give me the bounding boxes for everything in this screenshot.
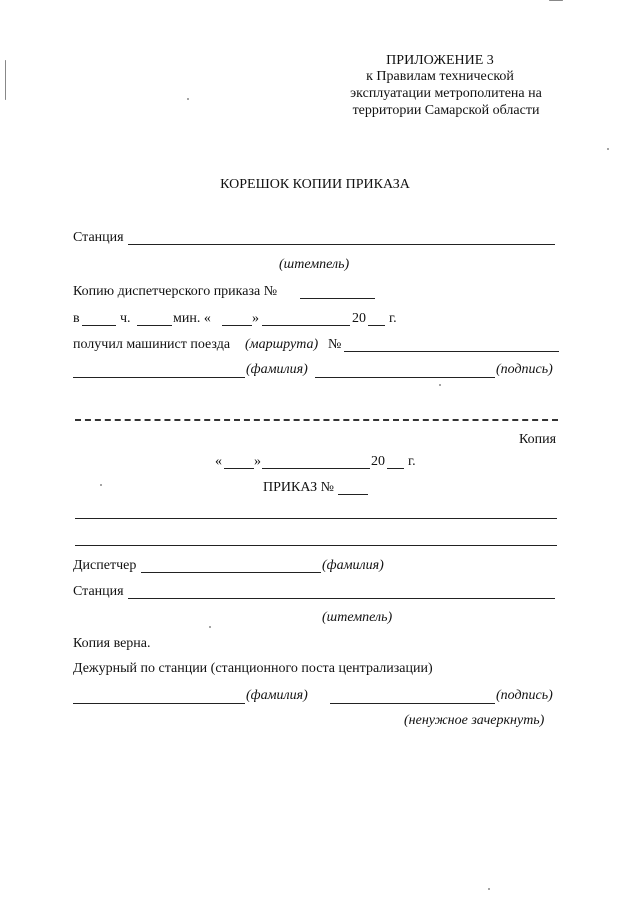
scan-speck — [187, 98, 189, 100]
order-text-line-2[interactable] — [75, 545, 557, 546]
copy-year-field[interactable] — [387, 468, 404, 469]
hour-field[interactable] — [82, 325, 116, 326]
year-suffix: г. — [389, 311, 397, 326]
cut-line — [75, 419, 558, 421]
duty-signature-note: (подпись) — [496, 688, 553, 703]
order-label: ПРИКАЗ № — [263, 480, 334, 495]
order-text-line-1[interactable] — [75, 518, 557, 519]
document-title: КОРЕШОК КОПИИ ПРИКАЗА — [220, 177, 410, 192]
dispatcher-surname-field[interactable] — [141, 572, 321, 573]
driver-signature-field[interactable] — [315, 377, 495, 378]
station-label: Станция — [73, 230, 124, 245]
copy-month-field[interactable] — [262, 468, 370, 469]
copy-stamp-note: (штемпель) — [322, 610, 393, 625]
number-sign: № — [328, 337, 342, 352]
copy-label: Копия — [519, 432, 557, 447]
scan-speck — [439, 384, 441, 386]
minute-field[interactable] — [137, 325, 172, 326]
appendix-line-3: территории Самарской области — [352, 103, 540, 118]
duty-officer-label: Дежурный по станции (станционного поста централизации) — [73, 661, 433, 676]
copy-station-field[interactable] — [128, 598, 555, 599]
copy-station-label: Станция — [73, 584, 124, 599]
appendix-line-1: к Правилам технической — [366, 69, 514, 84]
route-note: (маршрута) — [245, 337, 319, 352]
duty-surname-field[interactable] — [73, 703, 245, 704]
year-field[interactable] — [368, 325, 385, 326]
year-prefix: 20 — [352, 311, 366, 326]
stamp-note: (штемпель) — [279, 257, 350, 272]
scan-edge-mark — [549, 0, 563, 1]
driver-surname-field[interactable] — [73, 377, 245, 378]
quote-close: » — [252, 311, 259, 326]
scan-speck — [100, 484, 102, 486]
duty-surname-note: (фамилия) — [246, 688, 308, 703]
hour-label: ч. — [120, 311, 131, 326]
date-open: « — [215, 454, 222, 469]
dispatcher-label: Диспетчер — [73, 558, 137, 573]
scan-speck — [488, 888, 490, 890]
strike-note: (ненужное зачеркнуть) — [404, 713, 545, 728]
day-field[interactable] — [222, 325, 252, 326]
scan-speck — [607, 148, 609, 150]
dispatcher-surname-note: (фамилия) — [322, 558, 384, 573]
copy-year-prefix: 20 — [371, 454, 385, 469]
scan-edge-mark — [5, 60, 6, 100]
surname-note: (фамилия) — [246, 362, 308, 377]
copy-day-field[interactable] — [224, 468, 254, 469]
minute-label: мин. « — [173, 311, 211, 326]
copy-order-number-field[interactable] — [338, 494, 368, 495]
signature-note: (подпись) — [496, 362, 553, 377]
appendix-line-2: эксплуатации метрополитена на — [350, 86, 542, 101]
date-close: » — [254, 454, 261, 469]
copy-year-suffix: г. — [408, 454, 416, 469]
duty-signature-field[interactable] — [330, 703, 495, 704]
month-field[interactable] — [262, 325, 350, 326]
copy-order-label: Копию диспетчерского приказа № — [73, 284, 278, 299]
copy-verified-label: Копия верна. — [73, 636, 151, 651]
station-field[interactable] — [128, 244, 555, 245]
received-label: получил машинист поезда — [73, 337, 231, 352]
order-number-field[interactable] — [300, 298, 375, 299]
time-in-label: в — [73, 311, 80, 326]
appendix-number: ПРИЛОЖЕНИЕ 3 — [386, 53, 494, 68]
scan-speck — [209, 626, 211, 628]
train-number-field[interactable] — [344, 351, 559, 352]
